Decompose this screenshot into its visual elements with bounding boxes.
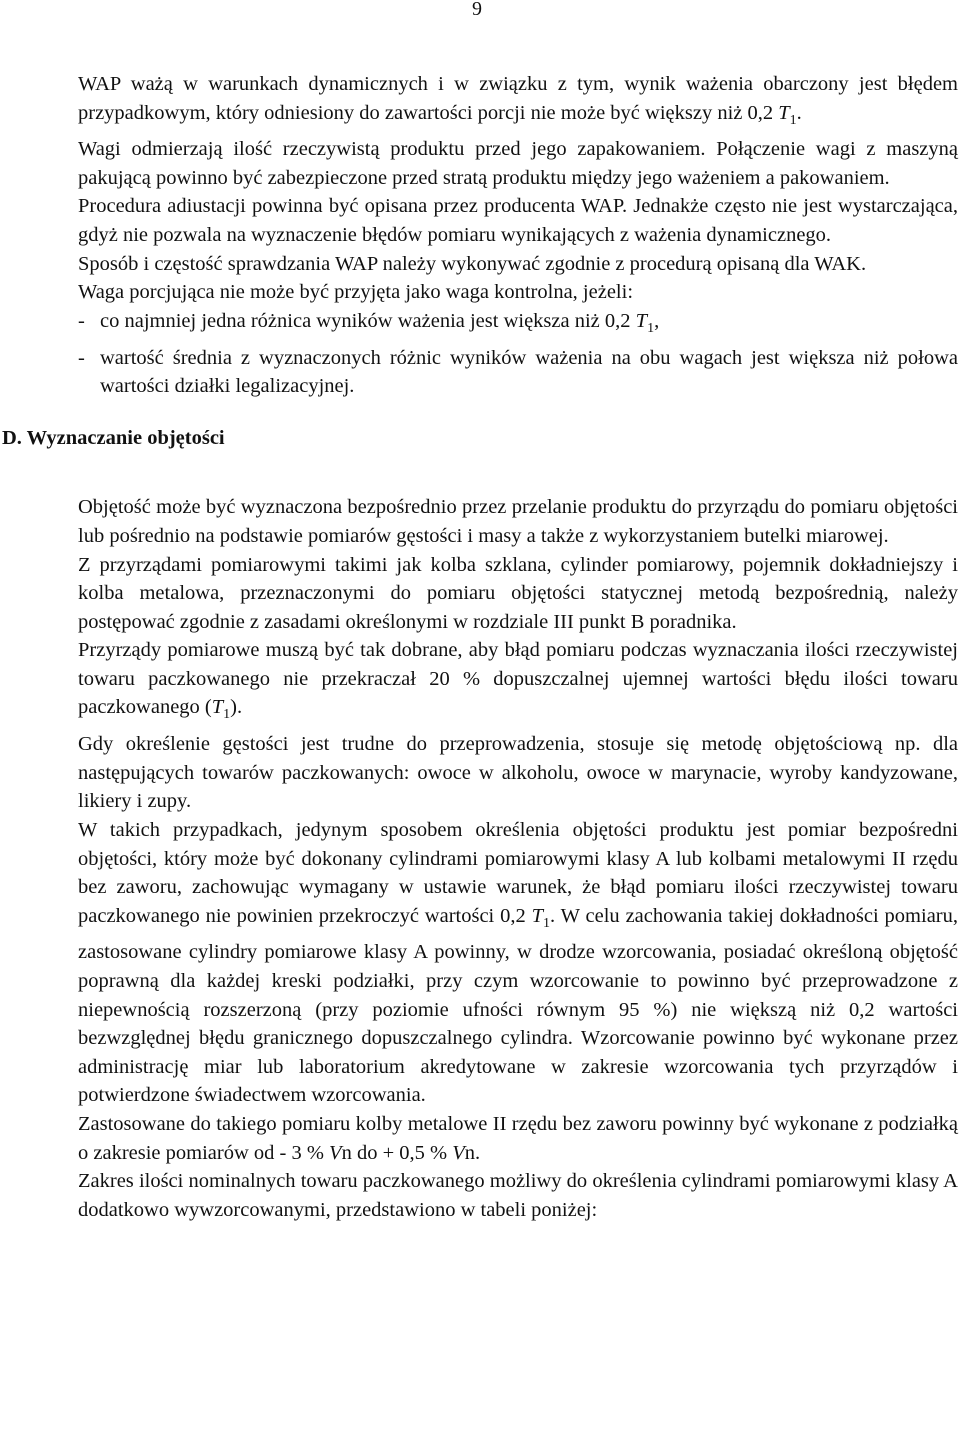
section-heading: D. Wyznaczanie objętości [2, 426, 225, 449]
paragraph [78, 551, 958, 637]
text-run: Procedura adiustacji powinna być opisana przez producenta WAP. Jednakże często nie jest wystarczająca, gdyż nie pozwala na wyznaczenie błędów pomiaru wynikających z ważenia dynamicznego. [78, 195, 958, 247]
list-bullet: - [78, 346, 85, 369]
weighing-section [78, 70, 958, 401]
italic-symbol: T [635, 309, 648, 332]
paragraph [78, 730, 958, 816]
document-body [2, 70, 958, 1224]
subscript: 1 [647, 320, 655, 336]
subscript: 1 [789, 112, 797, 128]
italic-symbol: T [778, 101, 790, 124]
paragraph [78, 636, 958, 730]
subscript: 1 [223, 707, 231, 723]
text-run: ). [230, 696, 243, 719]
paragraph [78, 250, 958, 279]
text-run: , [654, 309, 660, 332]
paragraph [78, 70, 958, 135]
text-run: wartość średnia z wyznaczonych różnic wyników ważenia na obu wagach jest większa niż połowa wartości działki legalizacyjnej. [100, 346, 958, 398]
text-run: W takich przypadkach, jedynym sposobem określenia objętości produktu jest pomiar bezpośredni objętości, który może być dokonany cylindrami pomiarowymi klasy A lub kolbami metalowymi II rzędu bez zaworu, zachowując wymagany w ustawie warunek, że błąd pomiaru ilości rzeczywistej towaru paczkowanego nie powinien przekroczyć wartości 0,2 [78, 818, 958, 927]
text-run: Waga porcjująca nie może być przyjęta jako waga kontrolna, jeżeli: [78, 281, 634, 304]
italic-symbol: T [531, 904, 544, 927]
text-run: n. [464, 1141, 481, 1164]
text-run: Zastosowane do takiego pomiaru kolby metalowe II rzędu bez zaworu powinny być wykonane z podziałką o zakresie pomiarów od - 3 % [78, 1112, 958, 1164]
paragraph [78, 192, 958, 249]
text-run: Z przyrządami pomiarowymi takimi jak kolba szklana, cylinder pomiarowy, pojemnik dokładniejszy i kolba metalowa, przeznaczonymi do pomiaru objętości statycznej metodą bezpośrednią, należy postępować zgodnie z zasadami określonymi w rozdziale III punkt B poradnika. [78, 553, 958, 633]
text-run: co najmniej jedna różnica wyników ważenia jest większa niż 0,2 [100, 309, 636, 332]
list-item [78, 344, 958, 401]
italic-symbol: V [452, 1141, 465, 1164]
paragraph [78, 278, 958, 307]
paragraph [78, 1110, 958, 1167]
list-bullet: - [78, 309, 85, 332]
text-run: n do + 0,5 % [341, 1141, 453, 1164]
italic-symbol: V [329, 1141, 342, 1164]
text-run: WAP ważą w warunkach dynamicznych i w związku z tym, wynik ważenia obarczony jest błędem przypadkowym, który odniesiony do zawartości porcji nie może być większy niż 0,2 [78, 73, 958, 124]
text-run: . [796, 101, 802, 124]
paragraph [78, 493, 958, 550]
paragraph [78, 135, 958, 192]
text-run: Gdy określenie gęstości jest trudne do przeprowadzenia, stosuje się metodę objętościową np. dla następujących towarów paczkowanych: owoce w alkoholu, owoce w marynacie, wyroby kandyzowane, likiery i zupy. [78, 733, 958, 813]
volume-section [78, 493, 958, 1224]
text-run: Wagi odmierzają ilość rzeczywistą produktu przed jego zapakowaniem. Połączenie wagi z maszyną pakującą powinno być zabezpieczone przed stratą produktu między jego ważeniem a pakowaniem. [78, 138, 958, 189]
text-run: . W celu zachowania takiej dokładności pomiaru, zastosowane cylindry pomiarowe klasy A powinny, w drodze wzorcowania, posiadać określoną objętość poprawną dla każdej kreski podziałki, przy czym wzorcowanie to powinno być przeprowadzone z niepewnością rozszerzoną (przy poziomie ufności równym 95 %) nie większą niż 0,2 wartości bezwzględnej błędu granicznego dopuszczalnego cylindra. Wzorcowanie powinno być wykonane przez administrację miar lub laboratorium akredytowane w zakresie wzorcowania tych przyrządów i potwierdzone świadectwem wzorcowania. [78, 904, 958, 1107]
italic-symbol: T [211, 696, 224, 719]
paragraph [78, 1167, 958, 1224]
paragraph [78, 816, 958, 1110]
subscript: 1 [543, 915, 551, 931]
list-item [78, 307, 958, 344]
text-run: Zakres ilości nominalnych towaru paczkowanego możliwy do określenia cylindrami pomiarowymi klasy A dodatkowo wywzorcowanymi, przedstawiono w tabeli poniżej: [78, 1170, 958, 1221]
text-run: Sposób i częstość sprawdzania WAP należy wykonywać zgodnie z procedurą opisaną dla WAK. [78, 252, 867, 275]
page-number: 9 [472, 0, 482, 20]
text-run: Przyrządy pomiarowe muszą być tak dobrane, aby błąd pomiaru podczas wyznaczania ilości rzeczywistej towaru paczkowanego nie przekraczał 20 % dopuszczalnej ujemnej wartości błędu ilości towaru paczkowanego ( [78, 639, 958, 719]
text-run: Objętość może być wyznaczona bezpośrednio przez przelanie produktu do przyrządu do pomiaru objętości lub pośrednio na podstawie pomiarów gęstości i masy a także z wykorzystaniem butelki miarowej. [78, 496, 958, 547]
